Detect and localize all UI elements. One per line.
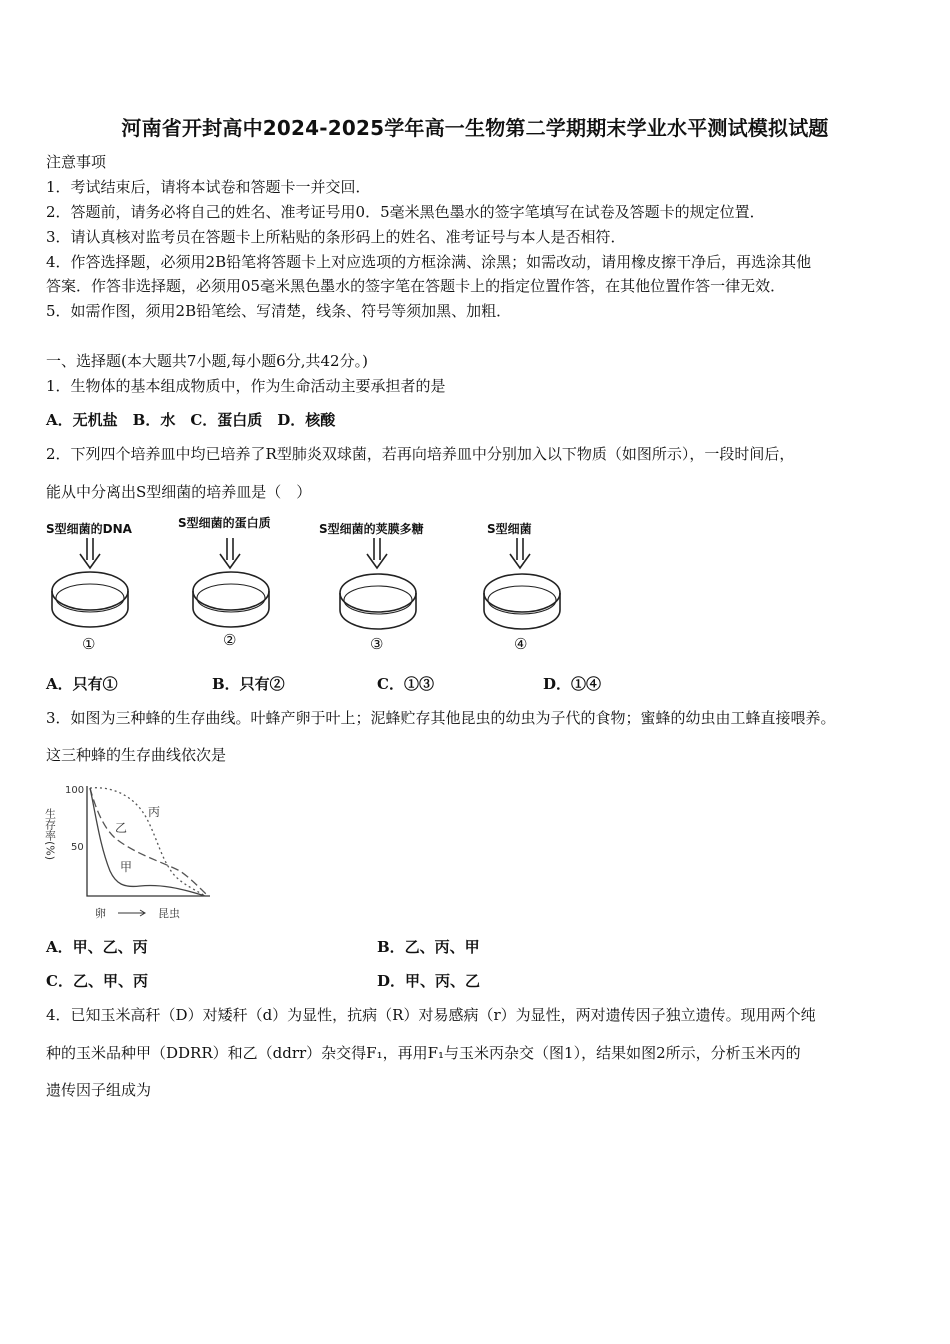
petri-dishes-drawing	[40, 536, 600, 636]
question-3-option-a: A．甲、乙、丙	[46, 938, 148, 956]
question-3-option-b: B．乙、丙、甲	[377, 938, 480, 956]
arrow-down-icon	[80, 538, 100, 568]
question-2-option-d: D．①④	[543, 675, 602, 693]
question-3-option-c: C．乙、甲、丙	[46, 972, 148, 990]
question-1-options: A．无机盐 B．水 C．蛋白质 D．核酸	[46, 411, 336, 429]
question-3-stem: 3．如图为三种蜂的生存曲线。叶蜂产卵于叶上；泥蜂贮存其他昆虫的幼虫为子代的食物；蜜蜂的幼虫由工蜂直接喂养。	[46, 709, 836, 727]
question-4-stem: 4．已知玉米高秆（D）对矮秆（d）为显性，抗病（R）对易感病（r）为显性，两对遗传因子独立遗传。现用两个纯	[46, 1006, 816, 1024]
dish-label: S型细菌的DNA	[46, 522, 132, 536]
y-tick-50: 50	[71, 842, 84, 853]
question-2-option-c: C．①③	[377, 675, 434, 693]
question-2-stem: 2．下列四个培养皿中均已培养了R型肺炎双球菌，若再向培养皿中分别加入以下物质（如图所示），一段时间后，	[46, 445, 795, 463]
notice-item: 2．答题前，请务必将自己的姓名、准考证号用0．5毫米黑色墨水的签字笔填写在试卷及答题卡的规定位置．	[46, 203, 765, 221]
question-4-stem: 种的玉米品种甲（DDRR）和乙（ddrr）杂交得F₁，再用F₁与玉米丙杂交（图1），结果如图2所示，分析玉米丙的	[46, 1044, 801, 1062]
question-1-stem: 1．生物体的基本组成物质中，作为生命活动主要承担者的是	[46, 377, 446, 395]
y-tick-100: 100	[65, 785, 85, 796]
section-heading: 一、选择题(本大题共7小题,每小题6分,共42分。)	[46, 352, 368, 370]
question-2-stem: 能从中分离出S型细菌的培养皿是（ ）	[46, 483, 312, 501]
curve-label-jia: 甲	[120, 860, 133, 874]
dish-number: ④	[514, 635, 528, 653]
dish-number: ②	[223, 631, 237, 649]
curve-label-yi: 乙	[115, 821, 128, 835]
x-axis-label-left: 卵	[95, 907, 106, 920]
survival-curve-graph	[40, 776, 230, 926]
notice-item: 3．请认真核对监考员在答题卡上所粘贴的条形码上的姓名、准考证号与本人是否相符．	[46, 228, 626, 246]
question-3-stem: 这三种蜂的生存曲线依次是	[46, 746, 227, 764]
question-2-option-b: B．只有②	[212, 675, 285, 693]
dish-label: S型细菌的蛋白质	[178, 516, 271, 530]
dish-label: S型细菌的荚膜多糖	[319, 522, 424, 536]
petri-dish-icon	[340, 574, 416, 629]
dish-number: ③	[370, 635, 384, 653]
notice-item: 4．作答选择题，必须用2B铅笔将答题卡上对应选项的方框涂满、涂黑；如需改动，请用橡皮擦干净后，再选涂其他	[46, 253, 812, 271]
curve-bing	[90, 788, 205, 896]
y-axis-label: 生存率(%)	[43, 808, 57, 861]
notice-item: 1．考试结束后，请将本试卷和答题卡一并交回．	[46, 178, 371, 196]
dish-number: ①	[82, 635, 96, 653]
notice-item: 答案．作答非选择题，必须用05毫米黑色墨水的签字笔在答题卡上的指定位置作答，在其他位置作答一律无效．	[46, 277, 786, 295]
petri-dish-icon	[52, 572, 128, 627]
arrow-down-icon	[510, 538, 530, 568]
dish-label: S型细菌	[487, 522, 532, 536]
x-axis-label-right: 昆虫	[158, 907, 180, 920]
curve-label-bing: 丙	[148, 805, 161, 819]
page-title: 河南省开封高中2024-2025学年高一生物第二学期期末学业水平测试模拟试题	[121, 116, 829, 140]
question-3-option-d: D．甲、丙、乙	[377, 972, 481, 990]
question-4-stem: 遗传因子组成为	[46, 1081, 152, 1099]
graph-axes	[87, 786, 210, 896]
notice-item: 5．如需作图，须用2B铅笔绘、写清楚，线条、符号等须加黑、加粗．	[46, 302, 512, 320]
petri-dish-icon	[193, 572, 269, 627]
arrow-down-icon	[220, 538, 240, 568]
notice-heading: 注意事项	[46, 153, 107, 171]
question-2-option-a: A．只有①	[46, 675, 118, 693]
petri-dish-icon	[484, 574, 560, 629]
arrow-down-icon	[367, 538, 387, 568]
arrow-right-icon	[118, 910, 145, 916]
